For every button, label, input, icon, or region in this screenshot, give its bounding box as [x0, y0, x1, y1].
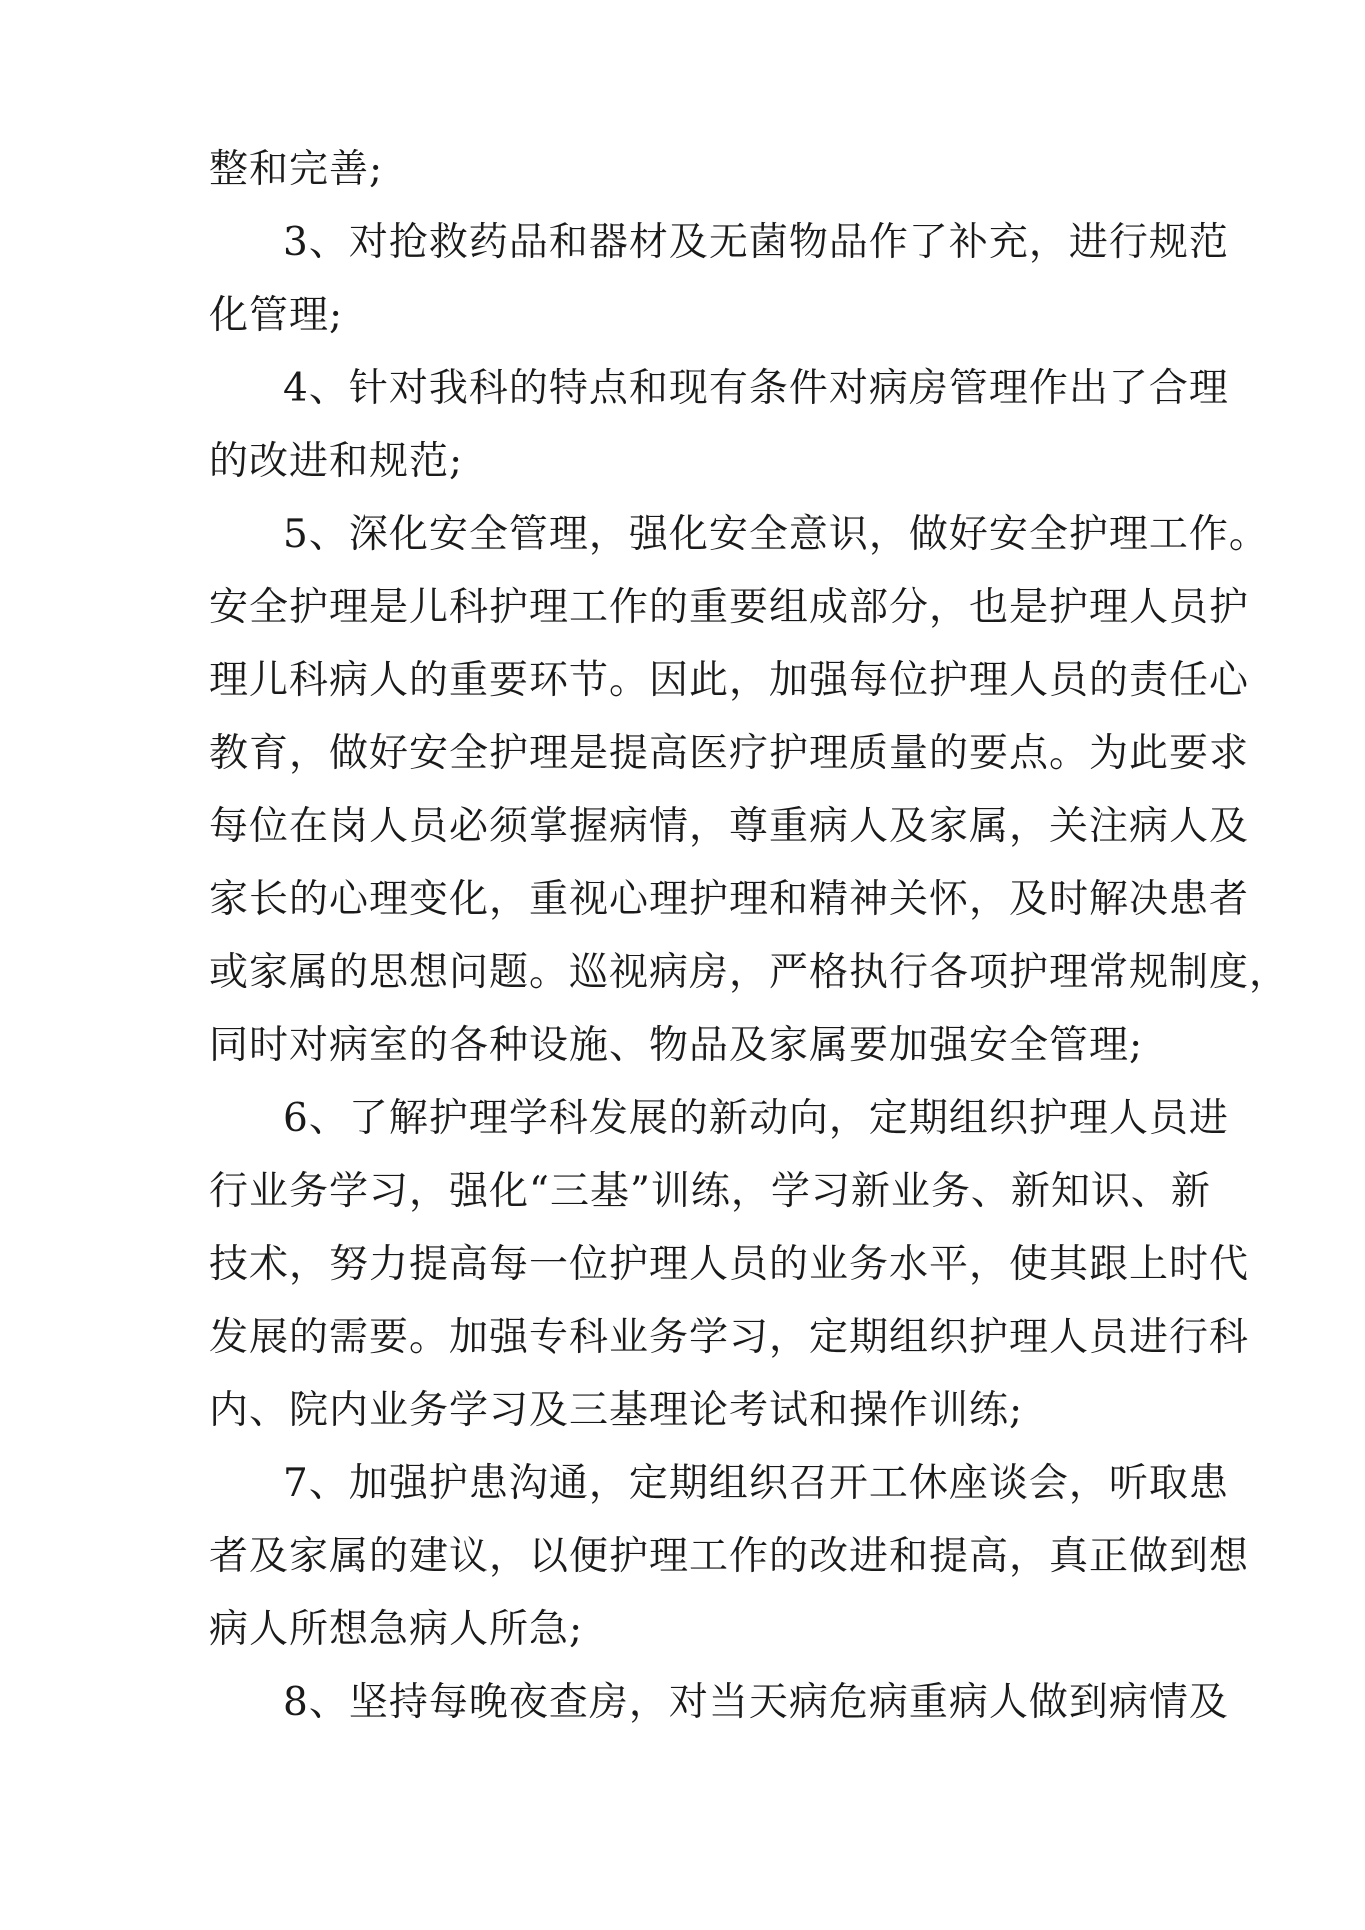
text-line: 发展的需要。加强专科业务学习，定期组织护理人员进行科 [209, 1315, 1250, 1360]
text-line: 3、对抢救药品和器材及无菌物品作了补充，进行规范 [283, 220, 1229, 265]
text-line: 教育，做好安全护理是提高医疗护理质量的要点。为此要求 [209, 731, 1250, 776]
text-line: 同时对病室的各种设施、物品及家属要加强安全管理; [209, 1023, 1144, 1068]
text-line: 理儿科病人的重要环节。因此，加强每位护理人员的责任心 [209, 658, 1250, 703]
text-line: 行业务学习，强化“三基”训练，学习新业务、新知识、新 [209, 1169, 1211, 1214]
text-line: 化管理; [209, 293, 344, 338]
text-line: 每位在岗人员必须掌握病情，尊重病人及家属，关注病人及 [209, 804, 1250, 849]
text-line: 者及家属的建议，以便护理工作的改进和提高，真正做到想 [209, 1534, 1250, 1579]
text-line: 6、了解护理学科发展的新动向，定期组织护理人员进 [283, 1096, 1229, 1141]
text-line: 的改进和规范; [209, 439, 464, 484]
text-line: 7、加强护患沟通，定期组织召开工休座谈会，听取患 [283, 1461, 1229, 1506]
text-line: 病人所想急病人所急; [209, 1607, 584, 1652]
text-line: 5、深化安全管理，强化安全意识，做好安全护理工作。 [283, 512, 1269, 557]
text-line: 安全护理是儿科护理工作的重要组成部分，也是护理人员护 [209, 585, 1250, 630]
text-line: 家长的心理变化，重视心理护理和精神关怀，及时解决患者 [209, 877, 1250, 922]
text-line: 8、坚持每晚夜查房，对当天病危病重病人做到病情及 [283, 1680, 1229, 1725]
text-line: 或家属的思想问题。巡视病房，严格执行各项护理常规制度， [209, 950, 1290, 995]
text-line: 内、院内业务学习及三基理论考试和操作训练; [209, 1388, 1024, 1433]
text-line: 4、针对我科的特点和现有条件对病房管理作出了合理 [283, 366, 1229, 411]
text-line: 整和完善; [209, 147, 384, 192]
text-line: 技术，努力提高每一位护理人员的业务水平，使其跟上时代 [209, 1242, 1250, 1287]
